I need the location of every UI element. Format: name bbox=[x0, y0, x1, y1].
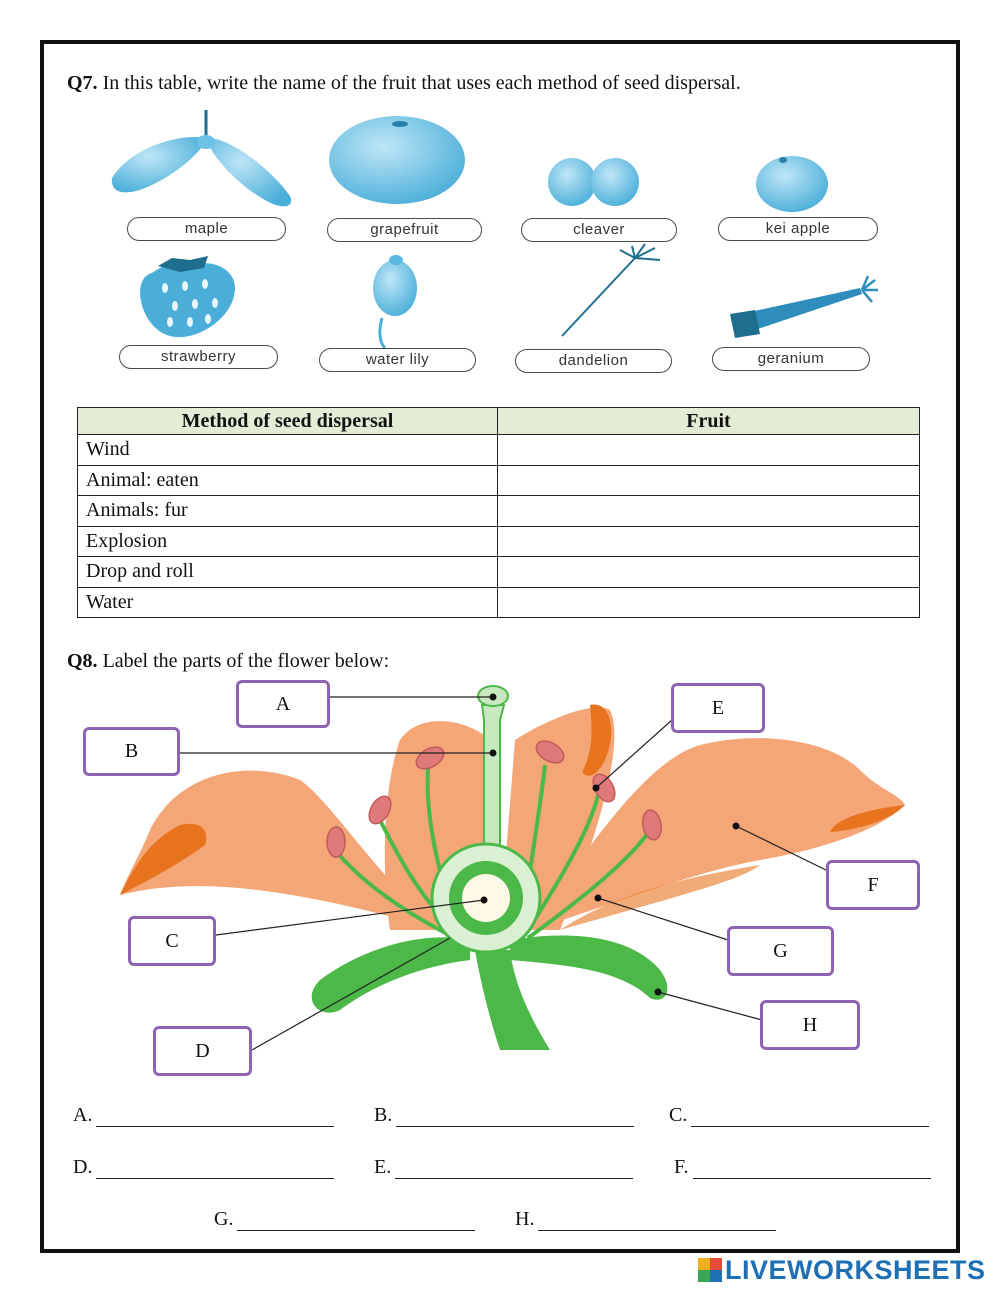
water-lily-picture bbox=[373, 255, 417, 348]
q8-heading bbox=[67, 650, 389, 673]
seed-dispersal-table bbox=[77, 407, 920, 618]
answer-b-line[interactable] bbox=[396, 1108, 634, 1127]
kei-apple-picture bbox=[756, 156, 828, 212]
answer-g-line[interactable] bbox=[237, 1212, 475, 1231]
fruit-label-cleaver: cleaver bbox=[521, 218, 677, 242]
method-cell: Animals: fur bbox=[78, 496, 498, 527]
flower-label-f[interactable]: F bbox=[826, 860, 920, 910]
table-row bbox=[78, 465, 920, 496]
fruit-answer-cell[interactable] bbox=[498, 465, 920, 496]
answer-a-line[interactable] bbox=[96, 1108, 334, 1127]
fruit-label-geranium: geranium bbox=[712, 347, 870, 371]
header-fruit: Fruit bbox=[498, 408, 920, 435]
method-cell: Water bbox=[78, 587, 498, 618]
answer-h bbox=[515, 1208, 776, 1231]
table-row bbox=[78, 526, 920, 557]
cleaver-picture bbox=[548, 158, 639, 206]
q7-heading bbox=[67, 72, 741, 95]
liveworksheets-logo-icon bbox=[698, 1258, 722, 1282]
maple-picture bbox=[112, 110, 291, 206]
answer-a bbox=[73, 1104, 334, 1127]
fruit-label-grapefruit: grapefruit bbox=[327, 218, 482, 242]
answer-b bbox=[374, 1104, 634, 1127]
table-row bbox=[78, 496, 920, 527]
answer-d bbox=[73, 1156, 334, 1179]
strawberry-picture bbox=[140, 256, 235, 337]
method-cell: Drop and roll bbox=[78, 557, 498, 588]
stem bbox=[475, 950, 550, 1050]
flower-label-c[interactable]: C bbox=[128, 916, 216, 966]
fruit-label-strawberry: strawberry bbox=[119, 345, 278, 369]
method-cell: Wind bbox=[78, 435, 498, 466]
flower-label-d[interactable]: D bbox=[153, 1026, 252, 1076]
dandelion-picture bbox=[562, 244, 660, 336]
geranium-picture bbox=[730, 276, 878, 338]
table-row bbox=[78, 587, 920, 618]
answer-d-line[interactable] bbox=[96, 1160, 334, 1179]
table-row bbox=[78, 435, 920, 466]
answer-c-line[interactable] bbox=[691, 1108, 929, 1127]
answer-f bbox=[674, 1156, 931, 1179]
answer-c bbox=[669, 1104, 929, 1127]
fruit-answer-cell[interactable] bbox=[498, 496, 920, 527]
fruit-answer-cell[interactable] bbox=[498, 587, 920, 618]
fruit-answer-cell[interactable] bbox=[498, 557, 920, 588]
method-cell: Explosion bbox=[78, 526, 498, 557]
brand-name: LIVEWORKSHEETS bbox=[725, 1254, 986, 1285]
table-header-row bbox=[78, 408, 920, 435]
sepal-right bbox=[510, 935, 667, 999]
answer-b-letter: B. bbox=[374, 1104, 393, 1126]
fruit-label-water-lily: water lily bbox=[319, 348, 476, 372]
fruit-answer-cell[interactable] bbox=[498, 435, 920, 466]
table-row bbox=[78, 557, 920, 588]
fruit-answer-cell[interactable] bbox=[498, 526, 920, 557]
q8-text: Label the parts of the flower below: bbox=[97, 650, 390, 672]
answer-a-letter: A. bbox=[73, 1104, 93, 1126]
header-method: Method of seed dispersal bbox=[78, 408, 498, 435]
answer-c-letter: C. bbox=[669, 1104, 688, 1126]
answer-f-letter: F. bbox=[674, 1156, 689, 1178]
fruit-label-maple: maple bbox=[127, 217, 286, 241]
q7-text: In this table, write the name of the fruit that uses each method of seed dispersal. bbox=[97, 72, 741, 94]
answer-e bbox=[374, 1156, 633, 1179]
flower-label-e[interactable]: E bbox=[671, 683, 765, 733]
flower-label-g[interactable]: G bbox=[727, 926, 834, 976]
q8-number: Q8. bbox=[67, 650, 98, 672]
style bbox=[482, 705, 504, 850]
answer-e-letter: E. bbox=[374, 1156, 392, 1178]
answer-g bbox=[214, 1208, 475, 1231]
grapefruit-picture bbox=[329, 116, 465, 204]
flower-label-a[interactable]: A bbox=[236, 680, 330, 728]
answer-e-line[interactable] bbox=[395, 1160, 633, 1179]
method-cell: Animal: eaten bbox=[78, 465, 498, 496]
answer-d-letter: D. bbox=[73, 1156, 93, 1178]
answer-f-line[interactable] bbox=[693, 1160, 931, 1179]
q7-number: Q7. bbox=[67, 72, 98, 94]
fruit-label-dandelion: dandelion bbox=[515, 349, 672, 373]
sepal-left bbox=[312, 937, 470, 1012]
answer-h-line[interactable] bbox=[538, 1212, 776, 1231]
answer-g-letter: G. bbox=[214, 1208, 234, 1230]
flower-label-h[interactable]: H bbox=[760, 1000, 860, 1050]
liveworksheets-brand bbox=[698, 1253, 986, 1287]
fruit-label-kei-apple: kei apple bbox=[718, 217, 878, 241]
answer-h-letter: H. bbox=[515, 1208, 535, 1230]
flower-label-b[interactable]: B bbox=[83, 727, 180, 776]
